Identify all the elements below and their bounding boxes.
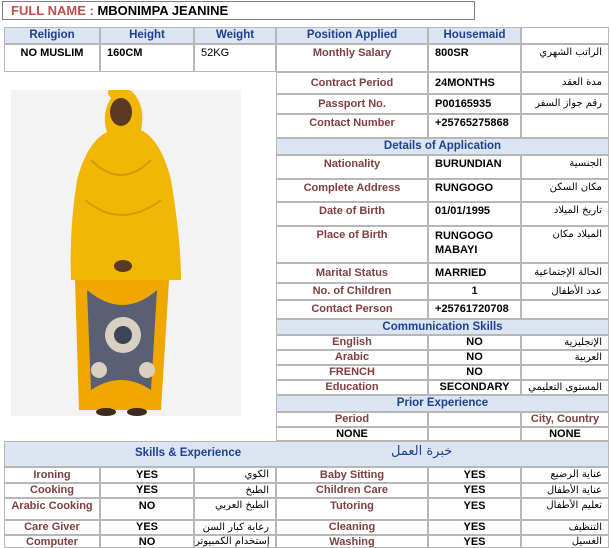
period-value: NONE (276, 427, 428, 441)
applicant-photo (11, 90, 241, 416)
weight-header: Weight (194, 27, 276, 44)
marital-value: MARRIED (428, 263, 521, 283)
marital-ar: الحالة الإجتماعية (521, 263, 609, 283)
skill-cleaning-ar: التنظيف (521, 520, 609, 535)
contact-person-label: Contact Person (276, 300, 428, 319)
country-value: NONE (521, 427, 609, 441)
marital-label: Marital Status (276, 263, 428, 283)
skill-ironing-label: Ironing (4, 467, 100, 483)
contract-period-value: 24MONTHS (428, 72, 521, 94)
height-value: 160CM (100, 44, 194, 72)
skills-title-row (4, 441, 609, 467)
monthly-salary-value: 800SR (428, 44, 521, 72)
english-ar: الإنجليزية (521, 335, 609, 350)
full-name-value: MBONIMPA JEANINE (97, 3, 229, 18)
skill-ironing-ar: الكوي (194, 467, 276, 483)
passport-label: Passport No. (276, 94, 428, 114)
skill-tutoring-label: Tutoring (276, 498, 428, 520)
contact-person-ar (521, 300, 609, 319)
contract-period-ar: مدة العقد (521, 72, 609, 94)
full-name-label: FULL NAME : (11, 3, 94, 18)
skill-computer-label: Computer (4, 535, 100, 548)
religion-header: Religion (4, 27, 100, 44)
pob-value: RUNGOGO (435, 230, 494, 242)
position-blank (521, 27, 609, 44)
monthly-salary-label: Monthly Salary (276, 44, 428, 72)
skill-babysitting-label: Baby Sitting (276, 467, 428, 483)
children-value: 1 (428, 283, 521, 300)
french-ar (521, 365, 609, 380)
skill-childcare-value: YES (428, 483, 521, 498)
contact-person-value: +25761720708 (428, 300, 521, 319)
skill-caregiver-value: YES (100, 520, 194, 535)
skill-computer-ar: إستخدام الكمبيوتر (194, 535, 276, 548)
country-label: City, Country (521, 412, 609, 427)
nationality-value: BURUNDIAN (428, 155, 521, 179)
arabic-value: NO (428, 350, 521, 365)
address-value: RUNGOGO (428, 179, 521, 202)
arabic-label: Arabic (276, 350, 428, 365)
contact-number-ar (521, 114, 609, 138)
period-label: Period (276, 412, 428, 427)
skill-childcare-label: Children Care (276, 483, 428, 498)
skill-ironing-value: YES (100, 467, 194, 483)
period-value-blank (428, 427, 521, 441)
nationality-label: Nationality (276, 155, 428, 179)
children-ar: عدد الأطفال (521, 283, 609, 300)
skill-babysitting-ar: عناية الرضيع (521, 467, 609, 483)
nationality-ar: الجنسية (521, 155, 609, 179)
full-name-header (2, 1, 475, 20)
education-value: SECONDARY (428, 380, 521, 395)
skill-cooking-ar: الطبخ (194, 483, 276, 498)
skill-cleaning-value: YES (428, 520, 521, 535)
position-applied-label: Position Applied (276, 27, 428, 44)
monthly-salary-ar: الراتب الشهري (521, 44, 609, 72)
english-label: English (276, 335, 428, 350)
religion-value: NO MUSLIM (4, 44, 100, 72)
skill-tutoring-value: YES (428, 498, 521, 520)
skill-caregiver-label: Care Giver (4, 520, 100, 535)
address-ar: مكان السكن (521, 179, 609, 202)
passport-ar: رقم جواز السفر (521, 94, 609, 114)
skill-caregiver-ar: رعاية كبار السن (194, 520, 276, 535)
skill-arabic-cooking-value: NO (100, 498, 194, 520)
weight-value: 52KG (194, 44, 276, 72)
french-value: NO (428, 365, 521, 380)
period-blank (428, 412, 521, 427)
address-label: Complete Address (276, 179, 428, 202)
skill-cooking-label: Cooking (4, 483, 100, 498)
education-label: Education (276, 380, 428, 395)
skill-washing-label: Washing (276, 535, 428, 548)
communication-skills-title: Communication Skills (276, 319, 609, 335)
pob-ar: الميلاد مكان (521, 226, 609, 263)
dob-label: Date of Birth (276, 202, 428, 226)
skill-childcare-ar: عناية الأطفال (521, 483, 609, 498)
french-label: FRENCH (276, 365, 428, 380)
skill-washing-ar: الغسيل (521, 535, 609, 548)
contact-number-value: +25765275868 (428, 114, 521, 138)
pob-value-line2: MABAYI (435, 244, 478, 256)
contract-period-label: Contract Period (276, 72, 428, 94)
education-ar: المستوى التعليمي (521, 380, 609, 395)
contact-number-label: Contact Number (276, 114, 428, 138)
english-value: NO (428, 335, 521, 350)
pob-label: Place of Birth (276, 226, 428, 263)
skill-tutoring-ar: تعليم الأطفال (521, 498, 609, 520)
skills-title: Skills & Experience (135, 447, 242, 459)
height-header: Height (100, 27, 194, 44)
skills-title-ar: خبرة العمل (391, 444, 453, 459)
children-label: No. of Children (276, 283, 428, 300)
dob-value: 01/01/1995 (428, 202, 521, 226)
skill-computer-value: NO (100, 535, 194, 548)
position-applied-value: Housemaid (428, 27, 521, 44)
passport-value: P00165935 (428, 94, 521, 114)
dob-ar: تاريخ الميلاد (521, 202, 609, 226)
skill-babysitting-value: YES (428, 467, 521, 483)
skill-cleaning-label: Cleaning (276, 520, 428, 535)
skill-arabic-cooking-label: Arabic Cooking (4, 498, 100, 520)
arabic-ar: العربية (521, 350, 609, 365)
skill-washing-value: YES (428, 535, 521, 548)
skill-arabic-cooking-ar: الطبخ العربي (194, 498, 276, 520)
skill-cooking-value: YES (100, 483, 194, 498)
details-of-application-title: Details of Application (276, 138, 609, 155)
pob-value-cell (428, 226, 521, 263)
prior-experience-title: Prior Experience (276, 395, 609, 412)
